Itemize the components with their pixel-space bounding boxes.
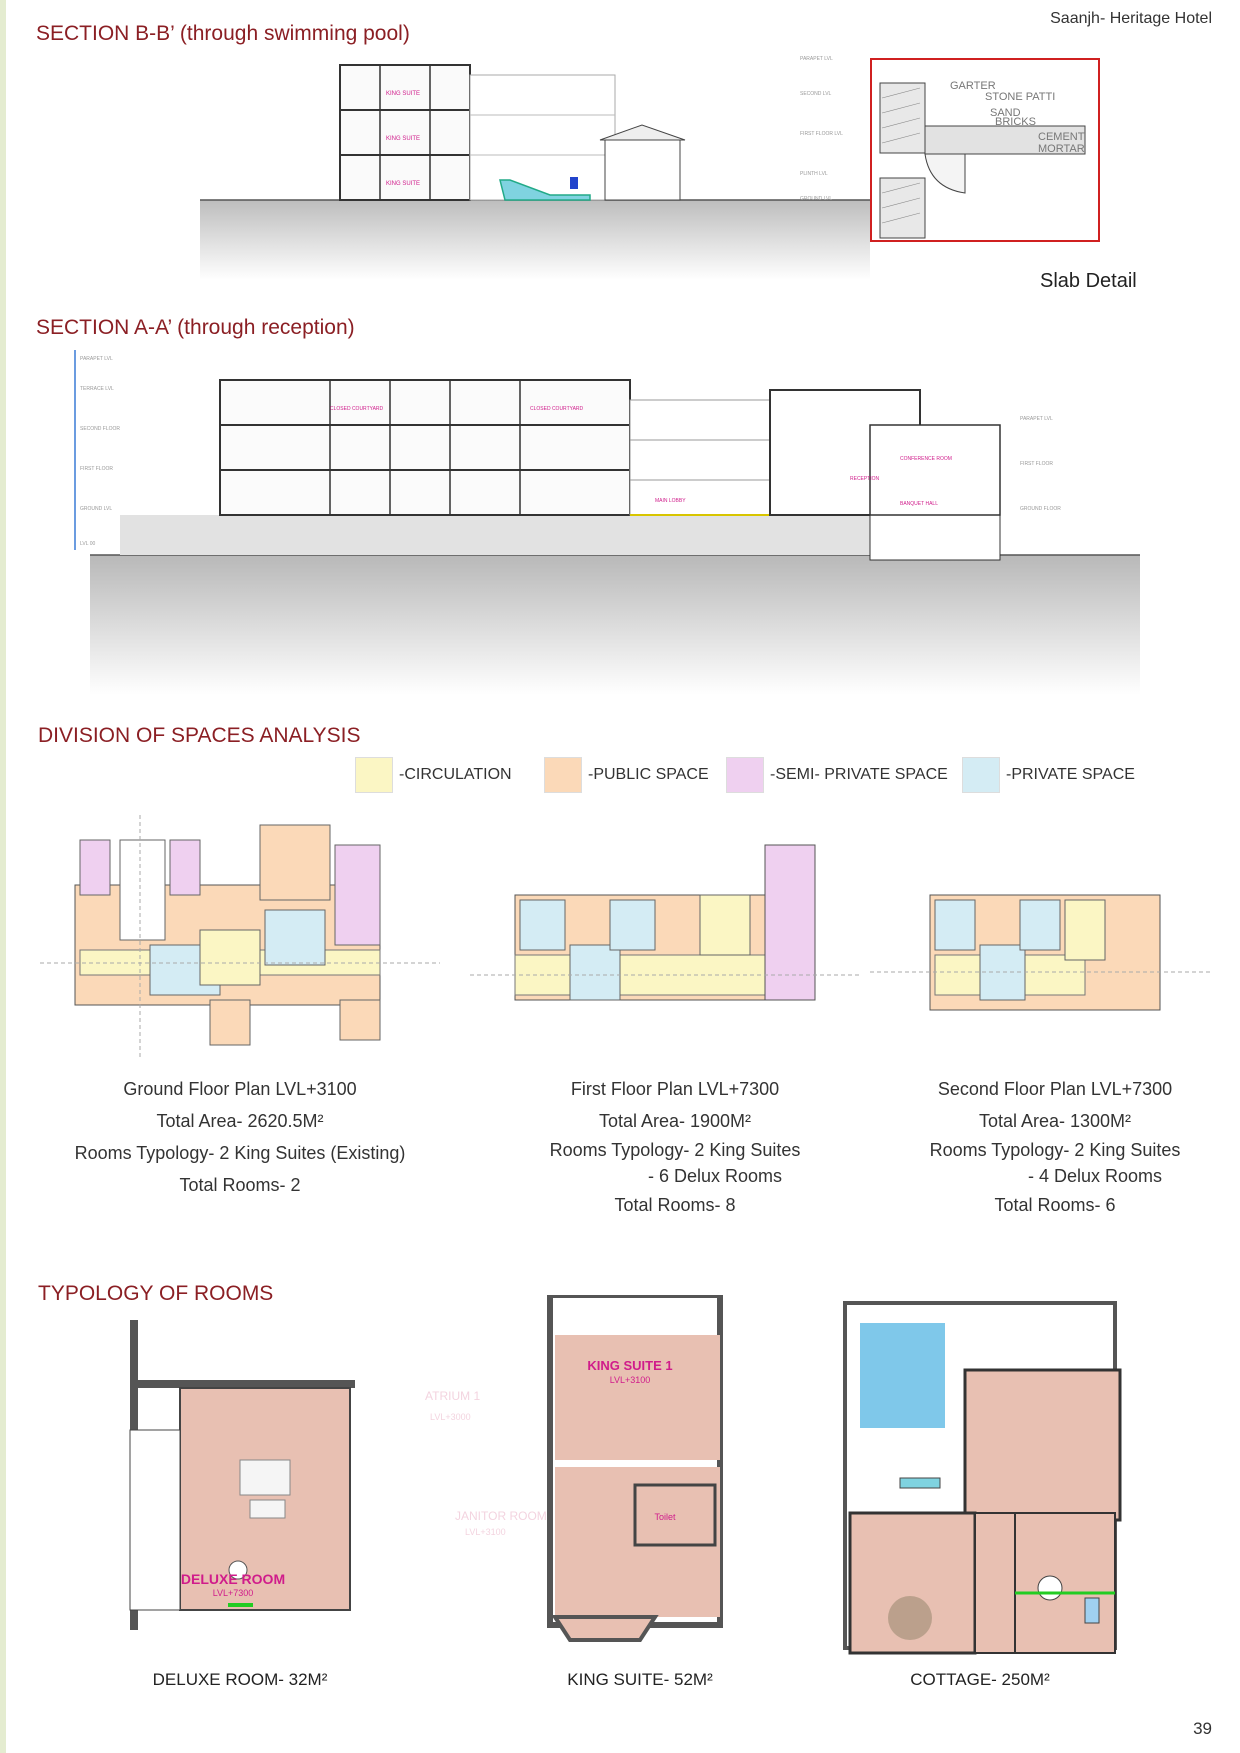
bb-label-3: KING SUITE [385, 181, 421, 187]
ground-floor-area: Total Area- 2620.5M² [156, 1111, 324, 1131]
deluxe-room-label: DELUXE ROOM [180, 1571, 286, 1587]
legend-label-semi-private: -SEMI- PRIVATE SPACE [770, 766, 948, 783]
deluxe-room-level: LVL+7300 [212, 1588, 254, 1598]
janitor-label: JANITOR ROOM [455, 1509, 547, 1523]
legend-private [962, 757, 1135, 793]
slab-label-bricks: BRICKS [995, 116, 1036, 128]
king-suite-label: KING SUITE 1 [587, 1358, 673, 1373]
second-floor-typology-2: - 4 Delux Rooms [1027, 1166, 1163, 1186]
section-aa-drawing [60, 350, 1160, 700]
slab-detail-caption: Slab Detail [1040, 270, 1137, 292]
first-floor-area: Total Area- 1900M² [598, 1111, 752, 1131]
svg-text:TERRACE LVL: TERRACE LVL [80, 386, 114, 392]
division-title: DIVISION OF SPACES ANALYSIS [38, 724, 361, 747]
ground-floor-total: Total Rooms- 2 [179, 1175, 301, 1195]
legend-swatch-semi-private [726, 757, 764, 793]
second-floor-area: Total Area- 1300M² [978, 1111, 1132, 1131]
svg-text:GROUND FLOOR: GROUND FLOOR [1020, 506, 1061, 512]
first-floor-name: First Floor Plan LVL+7300 [570, 1079, 780, 1099]
svg-text:CLOSED COURTYARD: CLOSED COURTYARD [330, 406, 384, 412]
svg-text:CLOSED COURTYARD: CLOSED COURTYARD [530, 406, 584, 412]
svg-text:PARAPET LVL: PARAPET LVL [80, 356, 113, 362]
bb-label-1: KING SUITE [385, 91, 421, 97]
svg-text:RECEPTION: RECEPTION [850, 476, 880, 482]
ground-floor-name: Ground Floor Plan LVL+3100 [123, 1079, 357, 1099]
atrium-level: LVL+3000 [430, 1412, 471, 1422]
svg-text:GROUND LVL: GROUND LVL [800, 196, 833, 202]
project-title: Saanjh- Heritage Hotel [1050, 10, 1212, 27]
svg-text:MAIN LOBBY: MAIN LOBBY [655, 498, 686, 504]
first-floor-typology-2: - 6 Delux Rooms [647, 1166, 783, 1186]
deluxe-room-plan [120, 1320, 360, 1640]
first-floor-total: Total Rooms- 8 [614, 1195, 736, 1215]
king-suite-caption: KING SUITE- 52M² [567, 1670, 713, 1689]
slab-label-stone-patti: STONE PATTI [985, 91, 1056, 103]
toilet-label: Toilet [654, 1512, 676, 1522]
typology-title: TYPOLOGY OF ROOMS [38, 1282, 274, 1305]
svg-text:SECOND LVL: SECOND LVL [800, 91, 832, 97]
janitor-level: LVL+3100 [465, 1527, 506, 1537]
section-aa-title: SECTION A-A’ (through reception) [36, 316, 355, 339]
legend-public [544, 757, 709, 793]
svg-text:LVL 00: LVL 00 [80, 541, 96, 547]
svg-text:BANQUET HALL: BANQUET HALL [900, 501, 938, 507]
svg-text:GROUND LVL: GROUND LVL [80, 506, 113, 512]
cottage-plan [840, 1298, 1130, 1663]
second-floor-typology: Rooms Typology- 2 King Suites [929, 1140, 1181, 1160]
second-floor-plan [870, 860, 1210, 1050]
svg-text:FIRST FLOOR: FIRST FLOOR [1020, 461, 1053, 467]
king-suite-level: LVL+3100 [609, 1375, 651, 1385]
king-suite-plan [420, 1295, 780, 1650]
section-bb-drawing [200, 55, 870, 285]
slab-detail-drawing [870, 58, 1100, 243]
section-bb-title: SECTION B-B’ (through swimming pool) [36, 22, 410, 45]
svg-text:PARAPET LVL: PARAPET LVL [800, 56, 833, 62]
svg-text:FIRST FLOOR LVL: FIRST FLOOR LVL [800, 131, 843, 137]
ground-floor-typology: Rooms Typology- 2 King Suites (Existing) [74, 1143, 406, 1163]
first-floor-plan [470, 835, 860, 1045]
legend-label-public: -PUBLIC SPACE [588, 766, 709, 783]
legend-circulation [355, 757, 512, 793]
bb-label-2: KING SUITE [385, 136, 421, 142]
legend-swatch-public [544, 757, 582, 793]
svg-text:PARAPET LVL: PARAPET LVL [1020, 416, 1053, 422]
legend-semi-private [726, 757, 948, 793]
legend-swatch-circulation [355, 757, 393, 793]
slab-label-mortar: MORTAR [1038, 143, 1085, 155]
svg-text:FIRST FLOOR: FIRST FLOOR [80, 466, 113, 472]
ground-floor-plan [40, 815, 440, 1060]
slab-label-sand: SAND [990, 107, 1021, 119]
legend-swatch-private [962, 757, 1000, 793]
left-accent-bar [0, 0, 6, 1753]
legend-label-private: -PRIVATE SPACE [1006, 766, 1135, 783]
svg-text:SECOND FLOOR: SECOND FLOOR [80, 426, 121, 432]
cottage-caption: COTTAGE- 250M² [910, 1670, 1050, 1689]
atrium-label: ATRIUM 1 [425, 1389, 481, 1403]
svg-text:PLINTH LVL: PLINTH LVL [800, 171, 828, 177]
second-floor-total: Total Rooms- 6 [994, 1195, 1116, 1215]
slab-label-cement: CEMENT [1038, 131, 1085, 143]
deluxe-room-caption: DELUXE ROOM- 32M² [152, 1670, 328, 1689]
page-number: 39 [1193, 1719, 1212, 1738]
ground-floor-stats [40, 1073, 440, 1201]
second-floor-name: Second Floor Plan LVL+7300 [937, 1079, 1173, 1099]
svg-text:CONFERENCE ROOM: CONFERENCE ROOM [900, 456, 952, 462]
legend-label-circulation: -CIRCULATION [399, 766, 512, 783]
second-floor-stats [890, 1073, 1220, 1221]
slab-label-garter: GARTER [950, 80, 996, 92]
first-floor-stats [510, 1073, 840, 1221]
first-floor-typology: Rooms Typology- 2 King Suites [549, 1140, 801, 1160]
